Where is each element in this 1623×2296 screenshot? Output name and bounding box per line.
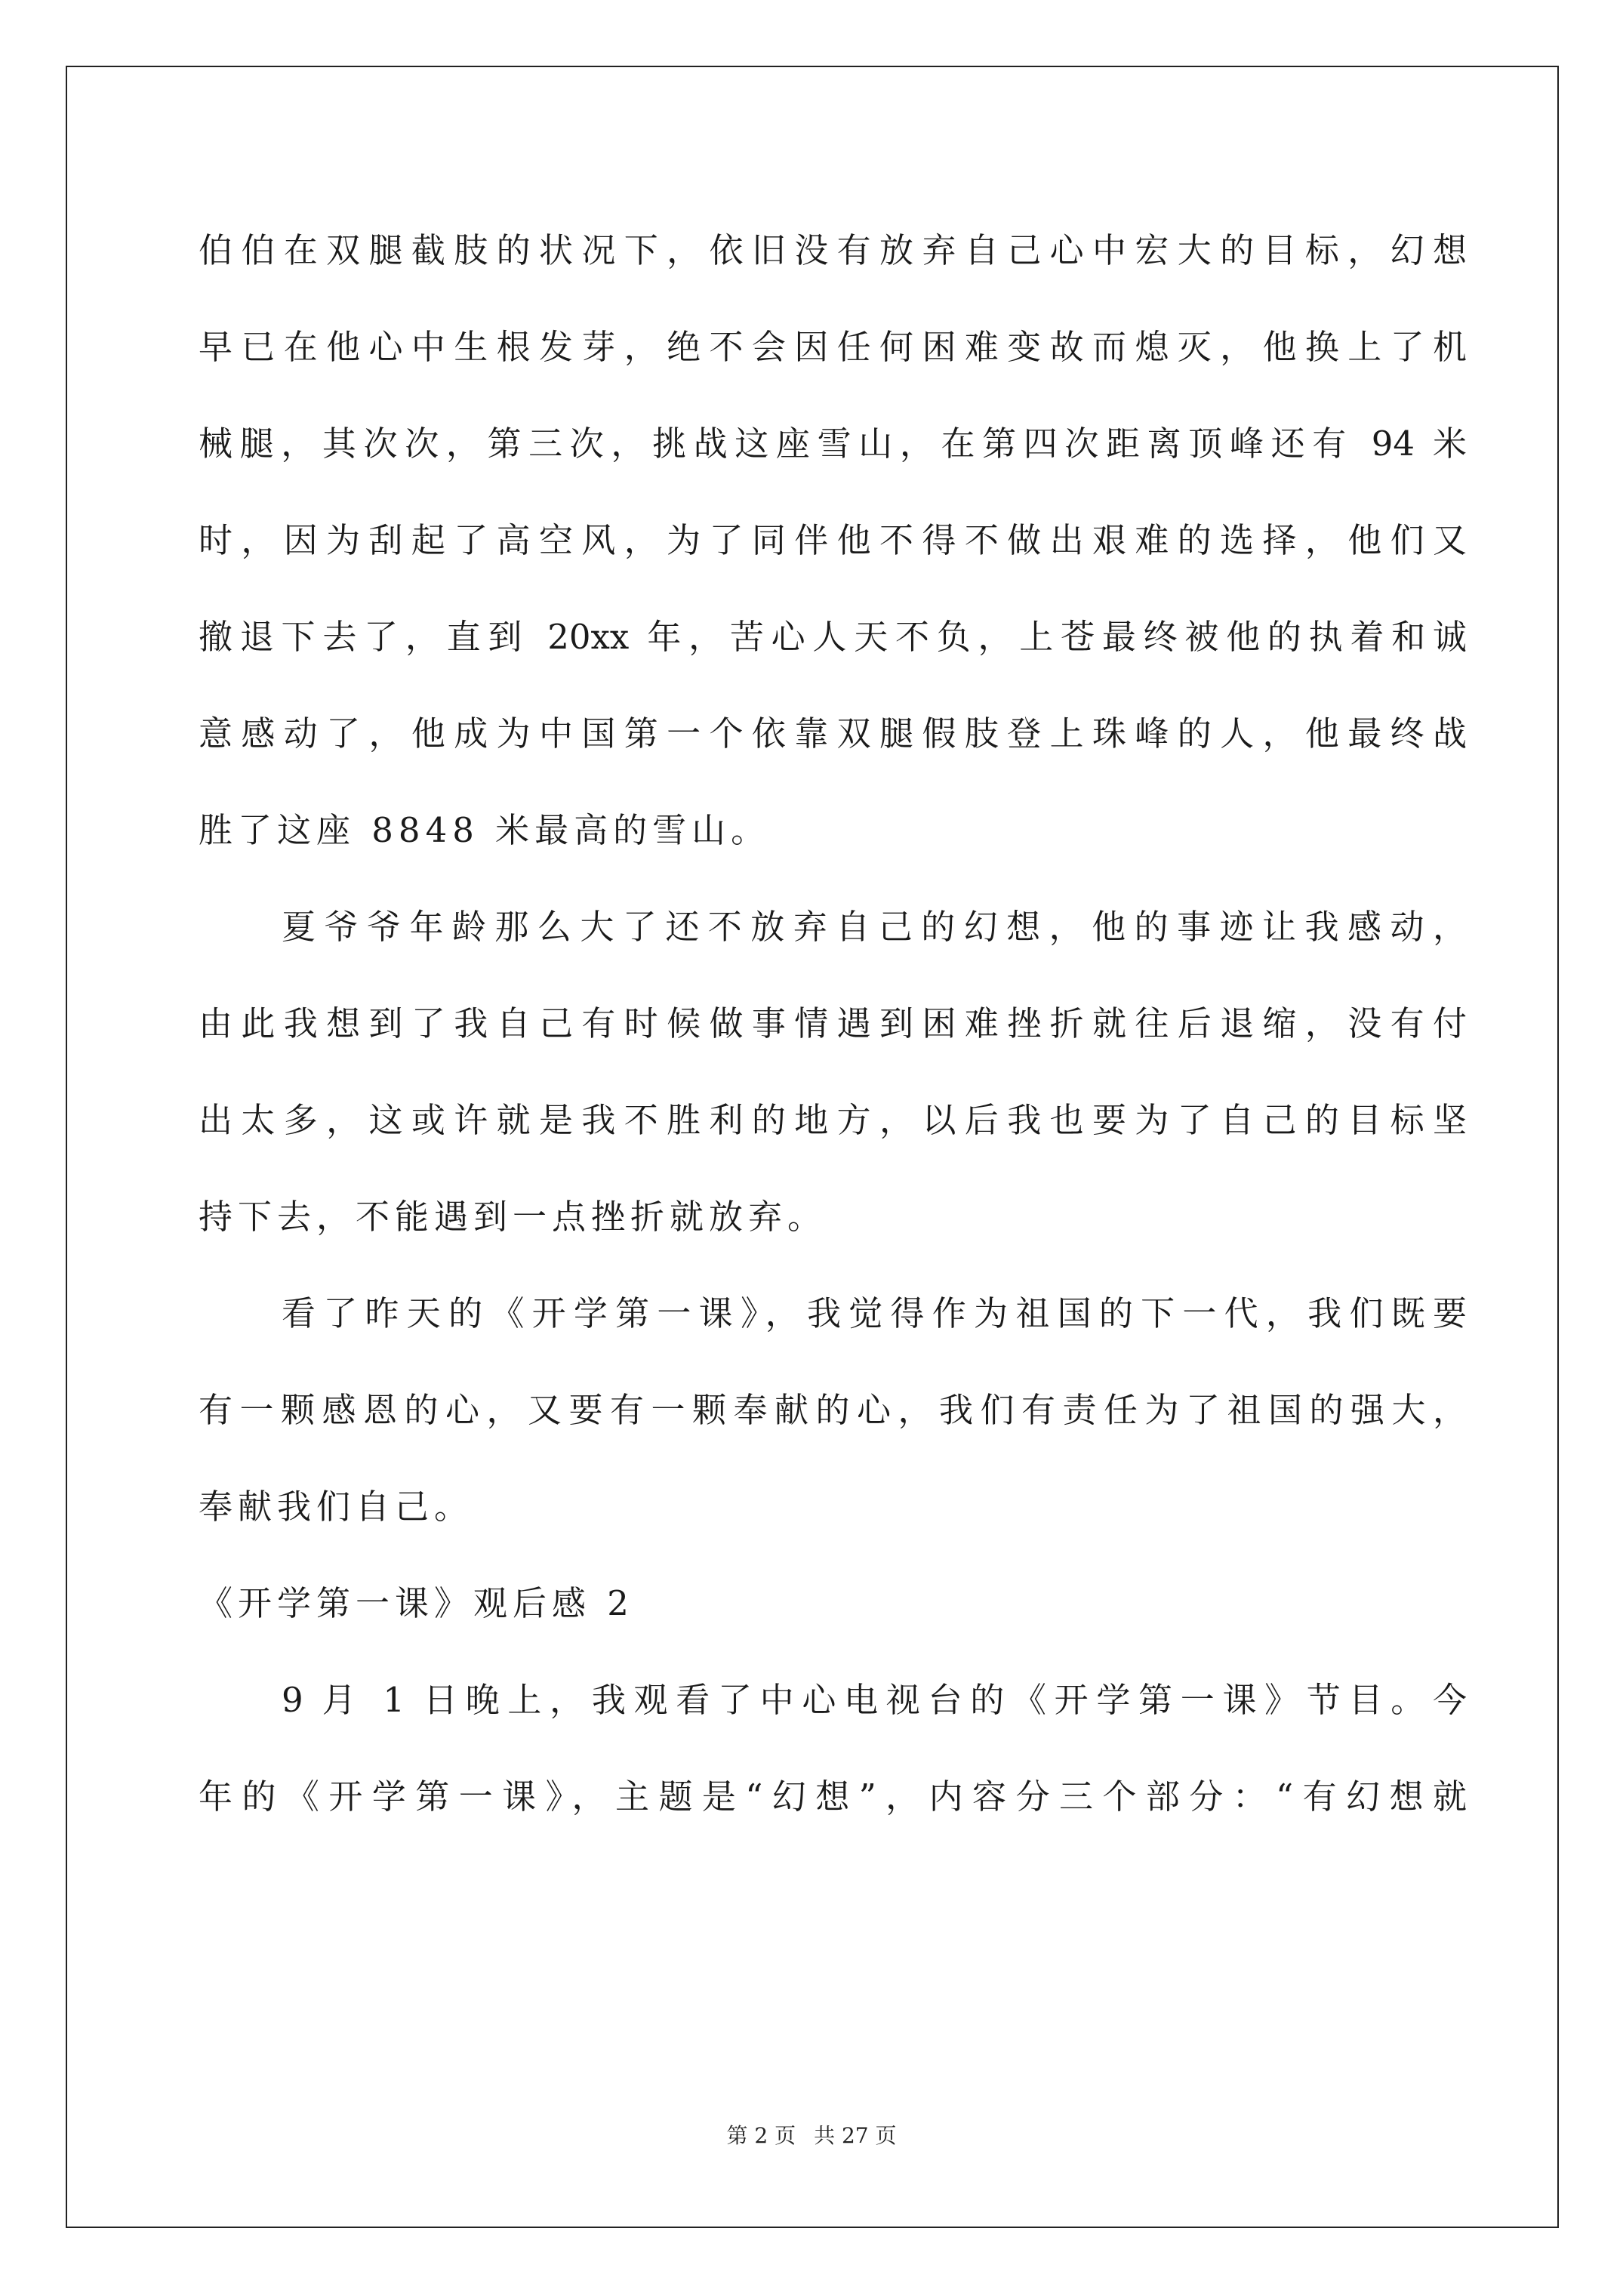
text-line: 由此我想到了我自己有时候做事情遇到困难挫折就往后退缩，没有付	[199, 1003, 1467, 1043]
text-line: 胜了这座 8848 米最高的雪山。	[199, 810, 771, 850]
text-line: 奉献我们自己。	[199, 1487, 474, 1527]
text-line: 有一颗感恩的心，又要有一颗奉献的心，我们有责任为了祖国的强大，	[199, 1390, 1467, 1430]
text-line: 持下去，不能遇到一点挫折就放弃。	[199, 1197, 827, 1237]
document-body	[199, 202, 1467, 1845]
text-line: 时，因为刮起了高空风，为了同伴他不得不做出艰难的选择，他们又	[199, 520, 1467, 560]
page-total: 共 27 页	[814, 2123, 897, 2148]
text-line: 年的《开学第一课》，主题是“幻想”，内容分三个部分：“有幻想就	[199, 1777, 1467, 1817]
page-number: 第 2 页	[726, 2123, 796, 2148]
text-line: 夏爷爷年龄那么大了还不放弃自己的幻想，他的事迹让我感动，	[282, 907, 1467, 947]
text-line: 意感动了，他成为中国第一个依靠双腿假肢登上珠峰的人，他最终战	[199, 713, 1467, 754]
text-line: 出太多，这或许就是我不胜利的地方，以后我也要为了自己的目标坚	[199, 1100, 1467, 1140]
text-line: 看了昨天的《开学第一课》，我觉得作为祖国的下一代，我们既要	[282, 1293, 1467, 1333]
page-footer	[0, 2122, 1623, 2150]
text-line: 撤退下去了，直到 20xx 年，苦心人天不负，上苍最终被他的执着和诚	[199, 617, 1467, 657]
text-line: 伯伯在双腿截肢的状况下，依旧没有放弃自己心中宏大的目标，幻想	[199, 230, 1467, 270]
text-line: 9 月 1 日晚上，我观看了中心电视台的《开学第一课》节目。今	[282, 1680, 1467, 1720]
text-line: 早已在他心中生根发芽，绝不会因任何困难变故而熄灭，他换上了机	[199, 327, 1467, 367]
section-heading: 《开学第一课》观后感 2	[199, 1583, 634, 1623]
text-line: 械腿，其次次，第三次，挑战这座雪山，在第四次距离顶峰还有 94 米	[199, 424, 1467, 464]
